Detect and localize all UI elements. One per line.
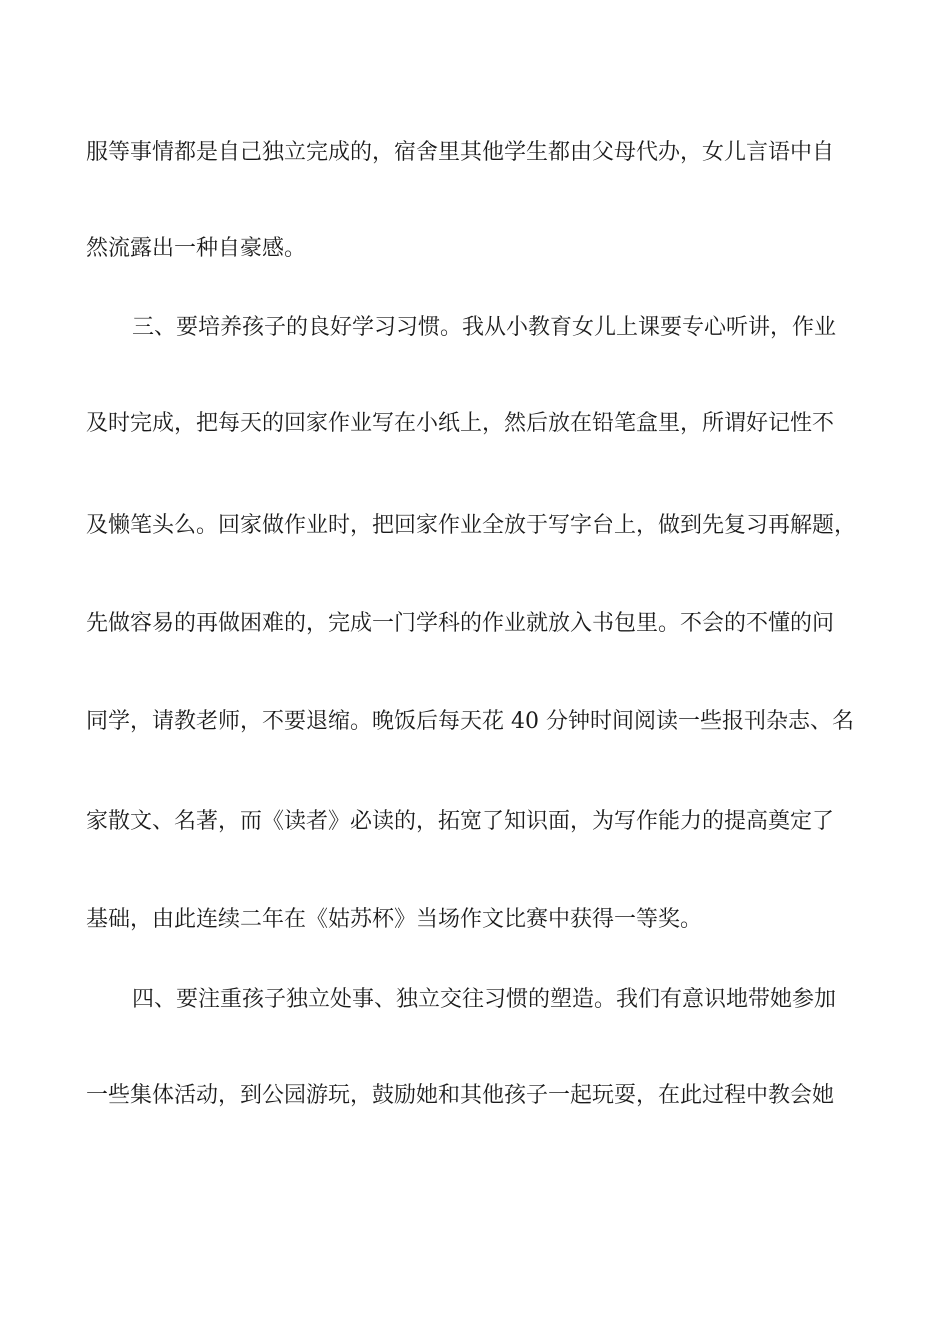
text-line: 先做容易的再做困难的，完成一门学科的作业就放入书包里。不会的不懂的问 [86, 611, 835, 636]
text-line: 然流露出一种自豪感。 [86, 236, 307, 261]
text-line: 家散文、名著，而《读者》必读的，拓宽了知识面，为写作能力的提高奠定了 [86, 809, 835, 834]
paragraph-first-line: 三、要培养孩子的良好学习习惯。我从小教育女儿上课要专心听讲，作业 [132, 315, 837, 340]
text-line: 一些集体活动，到公园游玩，鼓励她和其他孩子一起玩耍，在此过程中教会她 [86, 1083, 835, 1108]
text-line: 及时完成，把每天的回家作业写在小纸上，然后放在铅笔盒里，所谓好记性不 [86, 411, 835, 436]
text-line: 及懒笔头么。回家做作业时，把回家作业全放于写字台上，做到先复习再解题， [86, 513, 857, 538]
text-line: 同学，请教老师，不要退缩。晚饭后每天花 40 分钟时间阅读一些报刊杂志、名 [86, 709, 854, 734]
paragraph-first-line: 四、要注重孩子独立处事、独立交往习惯的塑造。我们有意识地带她参加 [132, 987, 837, 1012]
text-line: 基础，由此连续二年在《姑苏杯》当场作文比赛中获得一等奖。 [86, 907, 703, 932]
text-line: 服等事情都是自己独立完成的，宿舍里其他学生都由父母代办，女儿言语中自 [86, 140, 835, 165]
